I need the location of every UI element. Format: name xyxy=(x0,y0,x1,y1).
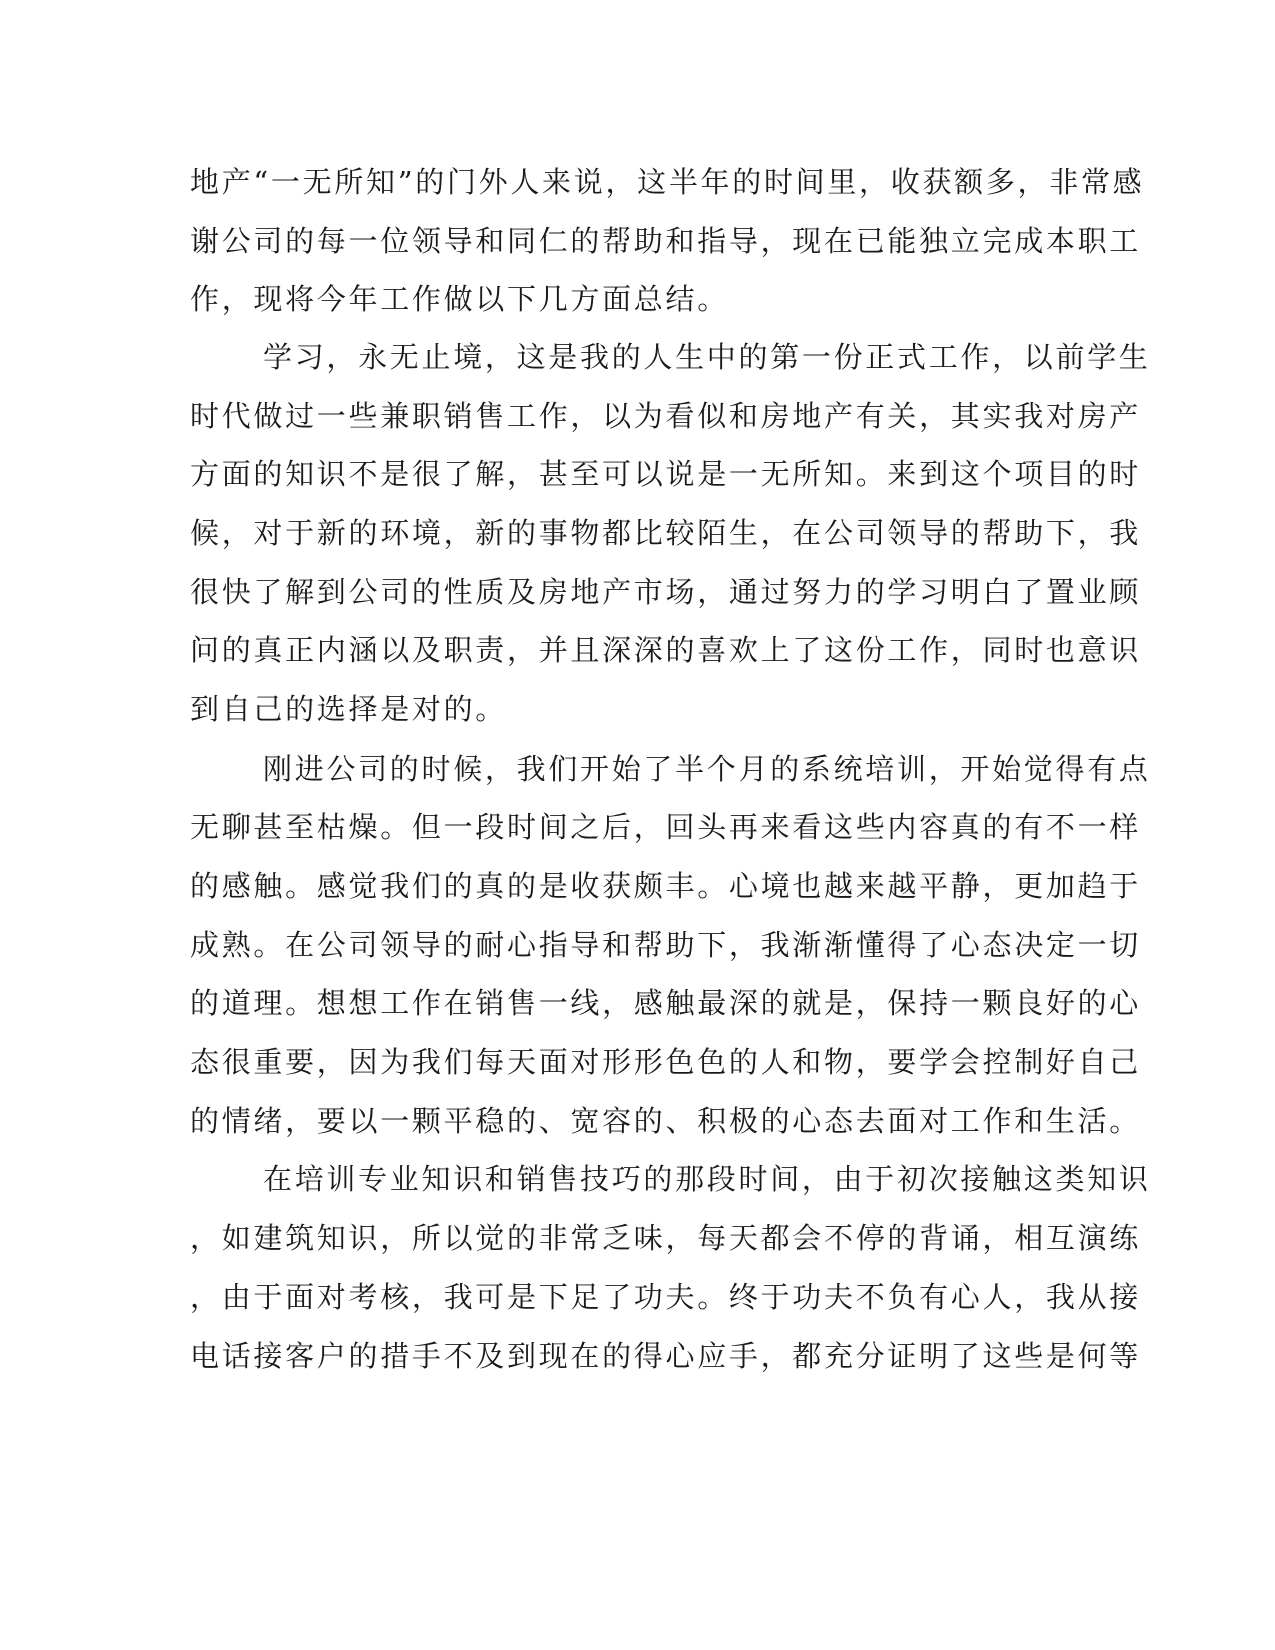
text-line: 方面的知识不是很了解，甚至可以说是一无所知。来到这个项目的时 xyxy=(190,457,1142,491)
paragraph-first-line: 在培训专业知识和销售技巧的那段时间，由于初次接触这类知识 xyxy=(263,1162,1151,1196)
paragraph-first-line: 刚进公司的时候，我们开始了半个月的系统培训，开始觉得有点 xyxy=(263,752,1151,786)
text-line: 时代做过一些兼职销售工作，以为看似和房地产有关，其实我对房产 xyxy=(190,399,1142,433)
text-line: 到自己的选择是对的。 xyxy=(190,692,508,726)
text-line: 候，对于新的环境，新的事物都比较陌生，在公司领导的帮助下，我 xyxy=(190,516,1142,550)
text-line: 谢公司的每一位领导和同仁的帮助和指导，现在已能独立完成本职工 xyxy=(190,224,1142,258)
text-line: 问的真正内涵以及职责，并且深深的喜欢上了这份工作，同时也意识 xyxy=(190,633,1142,667)
paragraph-first-line: 学习，永无止境，这是我的人生中的第一份正式工作，以前学生 xyxy=(263,340,1151,374)
text-line: ，如建筑知识，所以觉的非常乏味，每天都会不停的背诵，相互演练 xyxy=(190,1221,1142,1255)
text-line: 的道理。想想工作在销售一线，感触最深的就是，保持一颗良好的心 xyxy=(190,986,1142,1020)
text-line: 很快了解到公司的性质及房地产市场，通过努力的学习明白了置业顾 xyxy=(190,575,1142,609)
text-line: 成熟。在公司领导的耐心指导和帮助下，我渐渐懂得了心态决定一切 xyxy=(190,928,1142,962)
text-line: 的感触。感觉我们的真的是收获颇丰。心境也越来越平静，更加趋于 xyxy=(190,869,1142,903)
text-line: 地产“一无所知”的门外人来说，这半年的时间里，收获额多，非常感 xyxy=(190,165,1145,199)
text-line: 作，现将今年工作做以下几方面总结。 xyxy=(190,282,729,316)
text-line: ，由于面对考核，我可是下足了功夫。终于功夫不负有心人，我从接 xyxy=(190,1280,1142,1314)
text-line: 无聊甚至枯燥。但一段时间之后，回头再来看这些内容真的有不一样 xyxy=(190,810,1142,844)
text-line: 的情绪，要以一颗平稳的、宽容的、积极的心态去面对工作和生活。 xyxy=(190,1104,1142,1138)
text-line: 态很重要，因为我们每天面对形形色色的人和物，要学会控制好自己 xyxy=(190,1045,1142,1079)
text-line: 电话接客户的措手不及到现在的得心应手，都充分证明了这些是何等 xyxy=(190,1339,1142,1373)
